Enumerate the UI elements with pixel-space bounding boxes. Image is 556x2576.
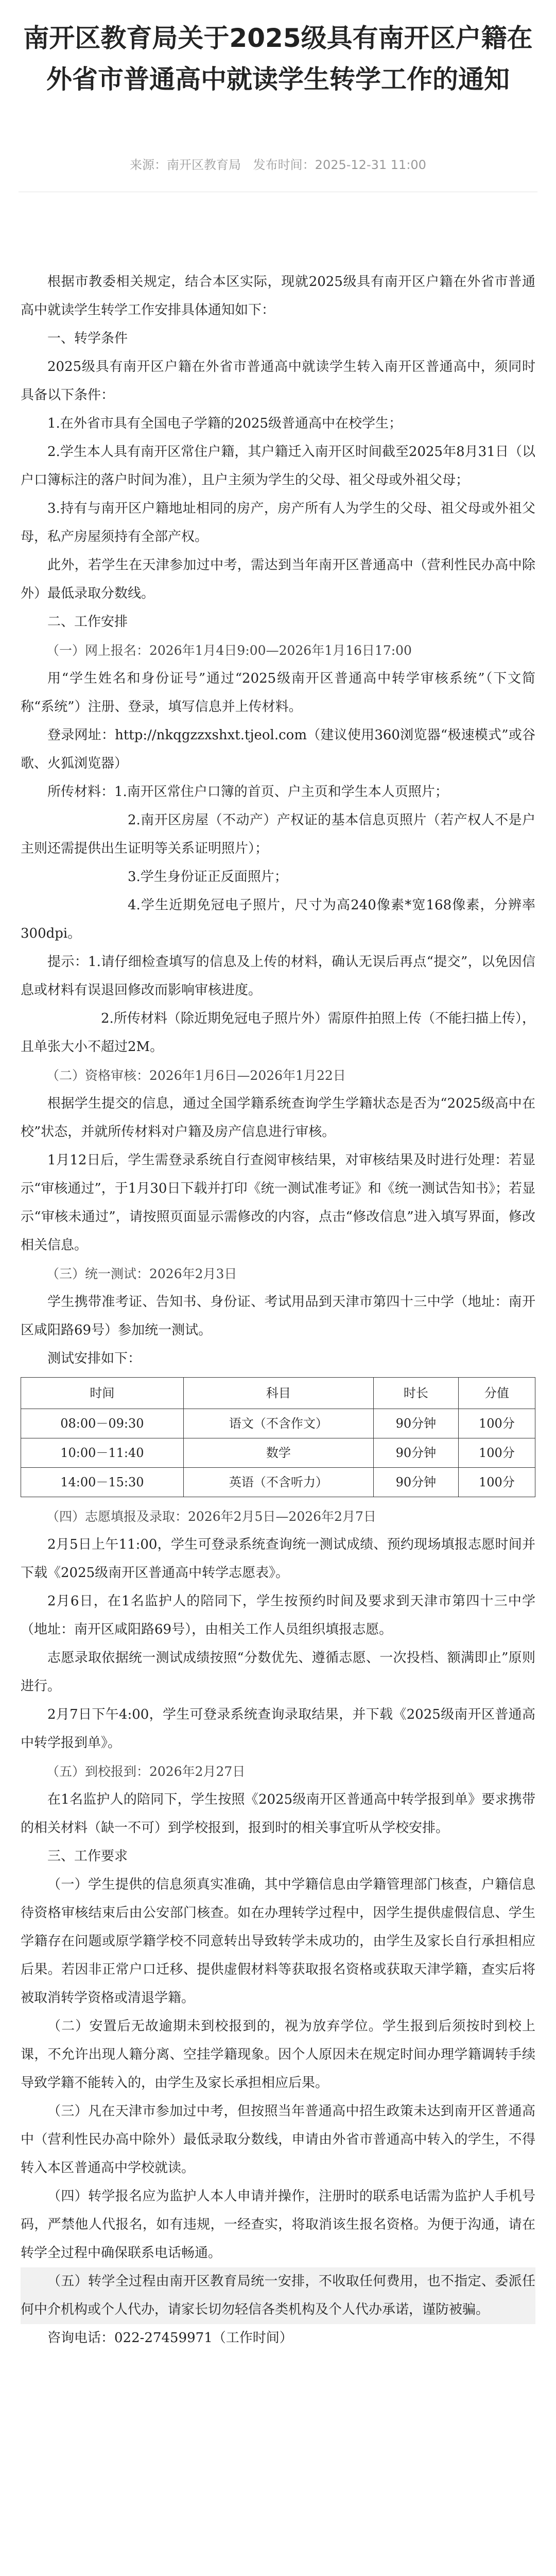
table-header-cell: 分值 [458,1378,535,1409]
table-cell: 100分 [458,1409,535,1438]
paragraph: 志愿录取依据统一测试成绩按照“分数优先、遵循志愿、一次投档、额满即止”原则进行。 [21,1650,535,1694]
table-row [21,1438,535,1468]
paragraph: 2025级具有南开区户籍在外省市普通高中就读学生转入南开区普通高中，须同时具备以下条件： [21,359,535,403]
section-heading: 三、工作要求 [47,1849,128,1864]
condition-item: 2.学生本人具有南开区常住户籍，其户籍迁入南开区时间截至2025年8月31日（以户口簿标注的落户时间为准），且户主须为学生的父母、祖父母或外祖父母； [21,444,535,488]
intro-paragraph: 根据市教委相关规定，结合本区实际，现就2025级具有南开区户籍在外省市普通高中就读学生转学工作安排具体通知如下： [21,274,535,318]
table-cell: 90分钟 [373,1409,458,1438]
tip-item: 2.所传材料（除近期免冠电子照片外）需原件拍照上传（不能扫描上传），且单张大小不超过2M。 [21,1011,535,1055]
table-cell: 14:00－15:30 [21,1468,184,1497]
page-title: 南开区教育局关于2025级具有南开区户籍在外省市普通高中就读学生转学工作的通知 [23,23,533,94]
condition-item: 1.在外省市具有全国电子学籍的2025级普通高中在校学生； [47,416,402,431]
paragraph: 此外，若学生在天津参加过中考，需达到当年南开区普通高中（营利性民办高中除外）最低录取分数线。 [21,557,535,601]
section-heading: 二、工作安排 [47,614,128,630]
table-cell: 英语（不含听力） [183,1468,373,1497]
table-header-cell: 时间 [21,1378,184,1409]
subsection-label: （二）资格审核：2026年1月6日—2026年1月22日 [46,1068,346,1083]
subsection-label: （三）统一测试：2026年2月3日 [46,1266,237,1281]
table-header-row [21,1378,535,1409]
table-cell: 10:00－11:40 [21,1438,184,1468]
requirement-item: （四）转学报名应为监护人本人申请并操作，注册时的联系电话需为监护人手机号码，严禁他人代报名，如有违规，一经查实，将取消该生报名资格。为便于沟通，请在转学全过程中确保联系电话畅通。 [21,2189,535,2261]
requirement-item: （三）凡在天津市参加过中考，但按照当年普通高中招生政策未达到南开区普通高中（营利性民办高中除外）最低录取分数线，申请由外省市普通高中转入的学生，不得转入本区普通高中学校就读。 [21,2104,535,2176]
requirement-item: （一）学生提供的信息须真实准确，其中学籍信息由学籍管理部门核查，户籍信息待资格审核结束后由公安部门核查。如在办理转学过程中，因学生提供虚假信息、学生学籍存在问题或原学籍学校不同意转出导致转学未成功的，由学生及家长自行承担相应后果。若因非正常户口迁移、提供虚假材料等获取报名资格或获取天津学籍，查实后将被取消转学资格或清退学籍。 [21,1877,535,2006]
subsection-label: （五）到校报到：2026年2月27日 [46,1764,246,1779]
test-schedule-table [21,1377,535,1497]
material-item: 3.学生身份证正反面照片； [128,869,288,885]
paragraph: 学生携带准考证、告知书、身份证、考试用品到天津市第四十三中学（地址：南开区咸阳路69号）参加统一测试。 [21,1294,535,1338]
requirement-item: （二）安置后无故逾期未到校报到的，视为放弃学位。学生报到后须按时到校上课，不允许出现人籍分离、空挂学籍现象。因个人原因未在规定时间办理学籍调转手续导致学籍不能转入的，由学生及家长承担相应后果。 [21,2019,535,2091]
table-cell: 100分 [458,1438,535,1468]
paragraph: 2月5日上午11:00，学生可登录系统查询统一测试成绩、预约现场填报志愿时间并下载《2025级南开区普通高中转学志愿表》。 [21,1537,535,1581]
subsection-label: （一）网上报名：2026年1月4日9:00—2026年1月16日17:00 [46,643,412,658]
table-cell: 08:00－09:30 [21,1409,184,1438]
contact-phone: 咨询电话：022-27459971（工作时间） [47,2330,293,2346]
schedule-caption: 测试安排如下： [47,1351,142,1366]
publish-time: 发布时间：2025-12-31 11:00 [253,158,426,172]
paragraph: 用“学生姓名和身份证号”通过“2025级南开区普通高中转学审核系统”（下文简称“系统”）注册、登录，填写信息并上传材料。 [21,671,535,715]
table-header-cell: 时长 [373,1378,458,1409]
article-meta [0,155,556,173]
paragraph: 根据学生提交的信息，通过全国学籍系统查询学生学籍状态是否为“2025级高中在校”状态，并就所传材料对户籍及房产信息进行审核。 [21,1096,535,1140]
tip-item: 提示：1.请仔细检查填写的信息及上传的材料，确认无误后再点“提交”，以免因信息或材料有误退回修改而影响审核进度。 [21,954,535,998]
table-row [21,1409,535,1438]
login-url-paragraph: 登录网址：http://nkqgzzxshxt.tjeol.com（建议使用360浏览器“极速模式”或谷歌、火狐浏览器） [21,727,535,771]
requirement-item: （五）转学全过程由南开区教育局统一安排，不收取任何费用，也不指定、委派任何中介机构或个人代办，请家长切勿轻信各类机构及个人代办承诺，谨防被骗。 [21,2267,535,2324]
condition-item: 3.持有与南开区户籍地址相同的房产，房产所有人为学生的父母、祖父母或外祖父母，私产房屋须持有全部产权。 [21,501,535,545]
table-cell: 90分钟 [373,1468,458,1497]
paragraph: 2月7日下午4:00，学生可登录系统查询录取结果，并下载《2025级南开区普通高中转学报到单》。 [21,1707,535,1751]
table-cell: 90分钟 [373,1438,458,1468]
table-cell: 数学 [183,1438,373,1468]
table-row [21,1468,535,1497]
table-header-cell: 科目 [183,1378,373,1409]
material-item: 4.学生近期免冠电子照片，尺寸为高240像素*宽168像素，分辨率300dpi。 [21,897,535,941]
subsection-label: （四）志愿填报及录取：2026年2月5日—2026年2月7日 [46,1509,376,1524]
source-label: 来源：南开区教育局 [130,158,241,172]
material-item: 所传材料：1.南开区常住户口簿的首页、户主页和学生本人页照片； [47,784,448,800]
table-cell: 100分 [458,1468,535,1497]
paragraph: 在1名监护人的陪同下，学生按照《2025级南开区普通高中转学报到单》要求携带的相关材料（缺一不可）到学校报到，报到时的相关事宜听从学校安排。 [21,1792,535,1836]
section-heading: 一、转学条件 [47,331,128,346]
table-cell: 语文（不含作文） [183,1409,373,1438]
paragraph: 1月12日后，学生需登录系统自行查阅审核结果，对审核结果及时进行处理：若显示“审核通过”，于1月30日下载并打印《统一测试准考证》和《统一测试告知书》；若显示“审核未通过”，请按照页面显示需修改的内容，点击“修改信息”进入填写界面，修改相关信息。 [21,1153,535,1253]
material-item: 2.南开区房屋（不动产）产权证的基本信息页照片（若产权人不是户主则还需提供出生证明等关系证明照片）； [21,812,535,856]
paragraph: 2月6日，在1名监护人的陪同下，学生按预约时间及要求到天津市第四十三中学（地址：南开区咸阳路69号），由相关工作人员组织填报志愿。 [21,1594,535,1637]
article-body [21,268,535,2352]
